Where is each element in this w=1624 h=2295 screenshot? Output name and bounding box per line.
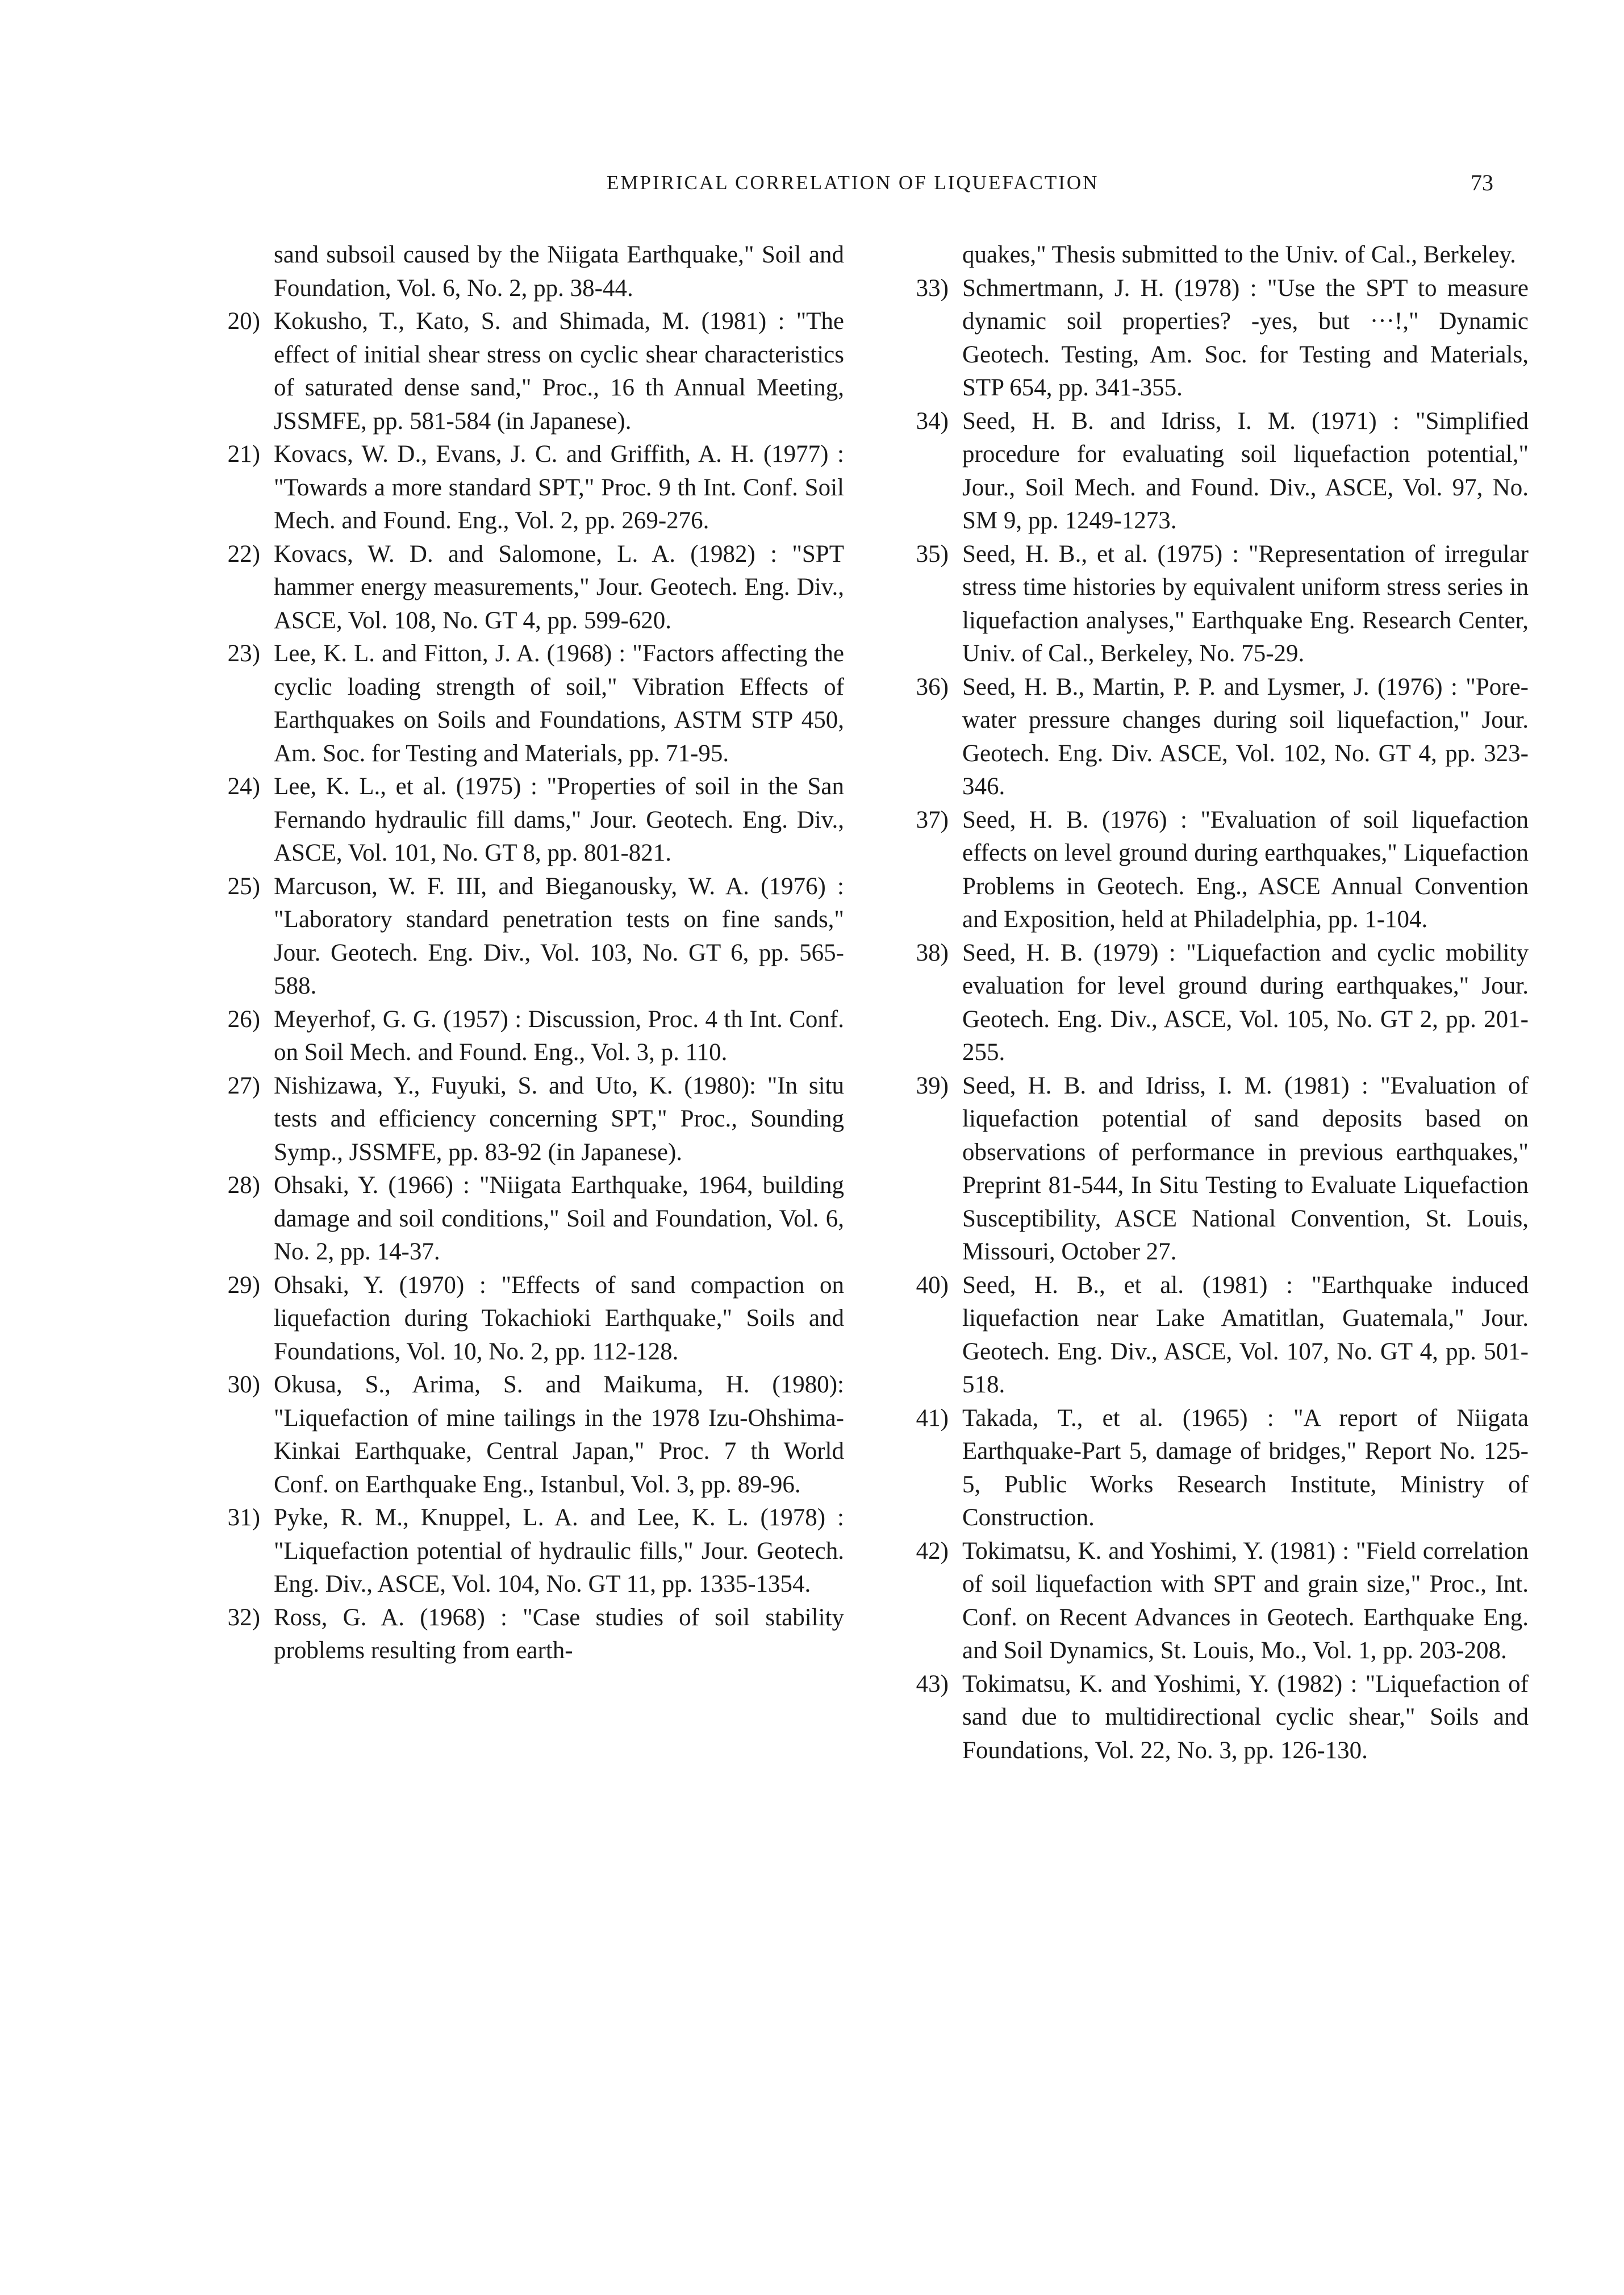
reference-text: Schmertmann, J. H. (1978) : "Use the SPT to measure dynamic soil properties? -yes, but ···!," Dynamic Geotech. Testing, Am. Soc. for Testing and Materials, STP 654, pp. 341-355. [962,274,1529,401]
reference-entry [208,1601,844,1668]
reference-number: 42) [916,1537,949,1564]
reference-number: 33) [916,274,949,302]
reference-text: Ross, G. A. (1968) : "Case studies of soil stability problems resulting from earth- [274,1604,844,1664]
reference-number: 20) [227,308,260,335]
reference-number: 34) [916,407,949,435]
reference-text: Marcuson, W. F. III, and Bieganousky, W. A. (1976) : "Laboratory standard penetration tests on fine sands," Jour. Geotech. Eng. Div., Vol. 103, No. GT 6, pp. 565-588. [274,873,844,999]
reference-text: Tokimatsu, K. and Yoshimi, Y. (1982) : "Liquefaction of sand due to multidirectional cyclic shear," Soils and Foundations, Vol. 22, No. 3, pp. 126-130. [962,1670,1529,1764]
reference-text: Lee, K. L., et al. (1975) : "Properties of soil in the San Fernando hydraulic fill dams," Jour. Geotech. Eng. Div., ASCE, Vol. 101, No. GT 8, pp. 801-821. [274,773,844,866]
reference-number: 41) [916,1404,949,1432]
reference-entry [208,1003,844,1070]
reference-text: Seed, H. B. (1979) : "Liquefaction and cyclic mobility evaluation for level ground during earthquakes," Jour. Geotech. Eng. Div., ASCE, Vol. 105, No. GT 2, pp. 201-255. [962,939,1529,1066]
reference-list-right [896,272,1529,1768]
reference-number: 26) [227,1005,260,1033]
reference-text: Lee, K. L. and Fitton, J. A. (1968) : "Factors affecting the cyclic loading strength of soil," Vibration Effects of Earthquakes on Soils and Foundations, ASTM STP 450, Am. Soc. for Testing and Materials, pp. 71-95. [274,640,844,767]
reference-entry [208,1070,844,1170]
reference-number: 22) [227,540,260,568]
reference-number: 21) [227,441,260,468]
reference-number: 32) [227,1604,260,1631]
reference-number: 43) [916,1670,949,1697]
reference-entry [208,637,844,770]
reference-text: Seed, H. B., et al. (1975) : "Representation of irregular stress time histories by equivalent uniform stress series in liquefaction analyses," Earthquake Eng. Research Center, Univ. of Cal., Berkeley, No. 75-29. [962,540,1529,667]
reference-text: Seed, H. B., et al. (1981) : "Earthquake induced liquefaction near Lake Amatitlan, Guatemala," Jour. Geotech. Eng. Div., ASCE, Vol. 107, No. GT 4, pp. 501-518. [962,1271,1529,1398]
reference-number: 36) [916,673,949,700]
reference-entry [896,1668,1529,1768]
reference-entry [896,272,1529,405]
reference-entry [208,538,844,638]
reference-number: 39) [916,1072,949,1099]
reference-number: 38) [916,939,949,966]
reference-text: Seed, H. B. and Idriss, I. M. (1981) : "Evaluation of liquefaction potential of sand deposits based on observations of performance in previous earthquakes," Preprint 81-544, In Situ Testing to Evaluate Liquefaction Susceptibility, ASCE National Convention, St. Louis, Missouri, October 27. [962,1072,1529,1265]
reference-number: 37) [916,806,949,833]
right-column [896,239,1529,1767]
reference-text: Seed, H. B. (1976) : "Evaluation of soil liquefaction effects on level ground during earthquakes," Liquefaction Problems in Geotech. Eng., ASCE Annual Convention and Exposition, held at Philadelphia, pp. 1-104. [962,806,1529,933]
page-number: 73 [1471,170,1493,195]
reference-number: 30) [227,1371,260,1398]
reference-list-left [208,305,844,1668]
reference-entry [896,538,1529,671]
reference-number: 24) [227,773,260,800]
reference-text: Kovacs, W. D., Evans, J. C. and Griffith, A. H. (1977) : "Towards a more standard SPT," Proc. 9 th Int. Conf. Soil Mech. and Found. Eng., Vol. 2, pp. 269-276. [274,441,844,534]
reference-number: 40) [916,1271,949,1299]
reference-entry [896,1070,1529,1269]
reference-continuation: quakes," Thesis submitted to the Univ. of Cal., Berkeley. [962,241,1516,268]
reference-text: Takada, T., et al. (1965) : "A report of Niigata Earthquake-Part 5, damage of bridges," Report No. 125-5, Public Works Research Institute, Ministry of Construction. [962,1404,1529,1531]
reference-number: 23) [227,640,260,667]
reference-text: Nishizawa, Y., Fuyuki, S. and Uto, K. (1980): "In situ tests and efficiency concerning SPT," Proc., Sounding Symp., JSSMFE, pp. 83-92 (in Japanese). [274,1072,844,1166]
reference-number: 35) [916,540,949,568]
left-column [208,239,844,1668]
reference-text: Kokusho, T., Kato, S. and Shimada, M. (1981) : "The effect of initial shear stress on cyclic shear characteristics of saturated dense sand," Proc., 16 th Annual Meeting, JSSMFE, pp. 581-584 (in Japanese). [274,308,844,435]
reference-text: Pyke, R. M., Knuppel, L. A. and Lee, K. L. (1978) : "Liquefaction potential of hydraulic fills," Jour. Geotech. Eng. Div., ASCE, Vol. 104, No. GT 11, pp. 1335-1354. [274,1504,844,1597]
reference-text: Meyerhof, G. G. (1957) : Discussion, Proc. 4 th Int. Conf. on Soil Mech. and Found. Eng., Vol. 3, p. 110. [274,1005,844,1066]
reference-number: 28) [227,1172,260,1199]
reference-text: Okusa, S., Arima, S. and Maikuma, H. (1980): "Liquefaction of mine tailings in the 1978 Izu-Ohshima-Kinkai Earthquake, Central Japan," Proc. 7 th World Conf. on Earthquake Eng., Istanbul, Vol. 3, pp. 89-96. [274,1371,844,1498]
reference-entry [208,1169,844,1269]
reference-number: 31) [227,1504,260,1531]
reference-entry [208,305,844,438]
reference-text: Seed, H. B. and Idriss, I. M. (1971) : "Simplified procedure for evaluating soil liquefaction potential," Jour., Soil Mech. and Found. Div., ASCE, Vol. 97, No. SM 9, pp. 1249-1273. [962,407,1529,534]
reference-entry [896,671,1529,804]
reference-entry [208,1501,844,1601]
reference-number: 29) [227,1271,260,1299]
reference-text: Seed, H. B., Martin, P. P. and Lysmer, J. (1976) : "Pore-water pressure changes during soil liquefaction," Jour. Geotech. Eng. Div. ASCE, Vol. 102, No. GT 4, pp. 323-346. [962,673,1529,800]
reference-number: 25) [227,873,260,900]
reference-entry [208,770,844,870]
reference-continuation: sand subsoil caused by the Niigata Earthquake," Soil and Foundation, Vol. 6, No. 2, pp. 38-44. [274,241,844,302]
reference-entry [896,1402,1529,1535]
reference-entry [208,438,844,538]
reference-entry [896,1535,1529,1668]
reference-text: Tokimatsu, K. and Yoshimi, Y. (1981) : "Field correlation of soil liquefaction with SPT and grain size," Proc., Int. Conf. on Recent Advances in Geotech. Earthquake Eng. and Soil Dynamics, St. Louis, Mo., Vol. 1, pp. 203-208. [962,1537,1529,1664]
reference-entry [896,405,1529,538]
reference-text: Kovacs, W. D. and Salomone, L. A. (1982) : "SPT hammer energy measurements," Jour. Geotech. Eng. Div., ASCE, Vol. 108, No. GT 4, pp. 599-620. [274,540,844,634]
reference-entry [208,1269,844,1369]
reference-entry [208,870,844,1003]
reference-text: Ohsaki, Y. (1970) : "Effects of sand compaction on liquefaction during Tokachioki Earthquake," Soils and Foundations, Vol. 10, No. 2, pp. 112-128. [274,1271,844,1365]
reference-number: 27) [227,1072,260,1099]
reference-entry [896,804,1529,937]
reference-text: Ohsaki, Y. (1966) : "Niigata Earthquake, 1964, building damage and soil conditions," Soil and Foundation, Vol. 6, No. 2, pp. 14-37. [274,1172,844,1265]
reference-entry [896,937,1529,1070]
reference-entry [208,1368,844,1501]
running-head: EMPIRICAL CORRELATION OF LIQUEFACTION [607,172,1099,194]
reference-entry [896,1269,1529,1402]
